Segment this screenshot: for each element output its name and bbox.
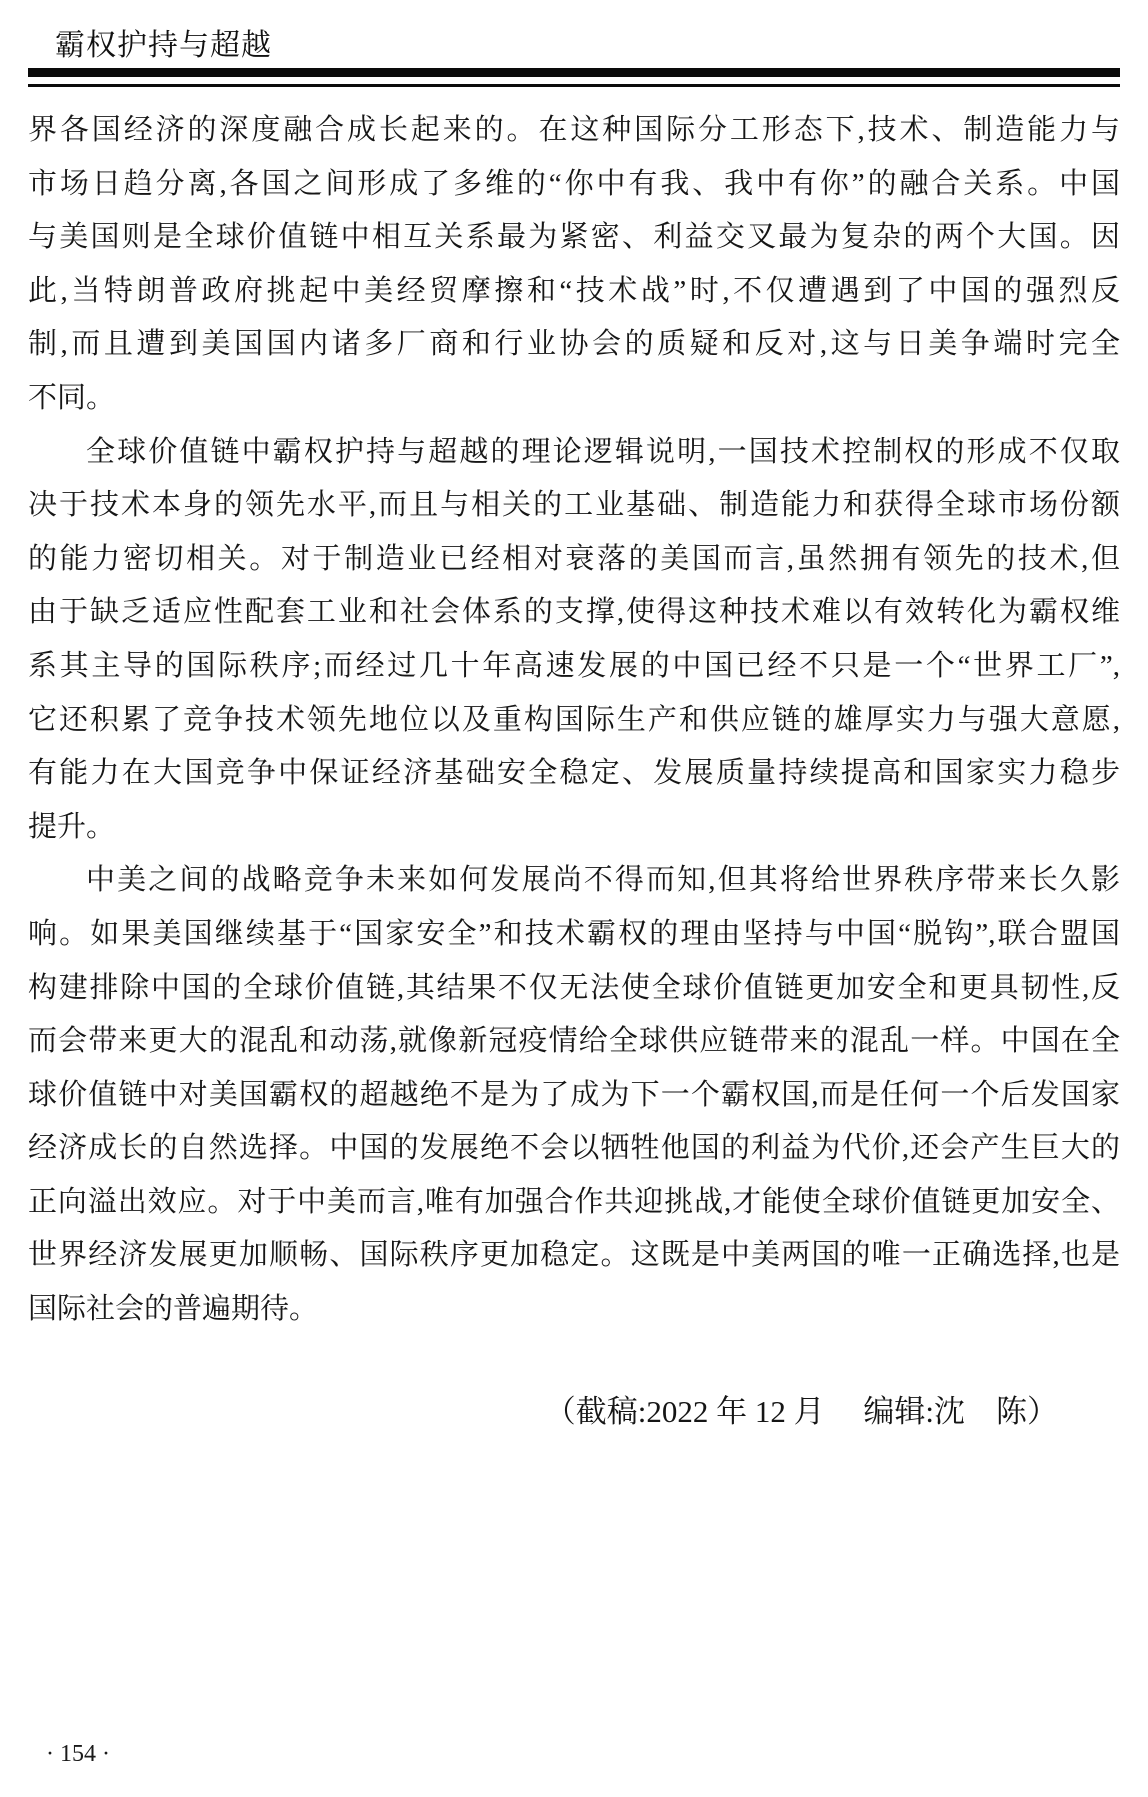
body-text-line: 球价值链中对美国霸权的超越绝不是为了成为下一个霸权国,而是任何一个后发国家 — [28, 1078, 1120, 1111]
body-text-line: 由于缺乏适应性配套工业和社会体系的支撑,使得这种技术难以有效转化为霸权维 — [28, 596, 1120, 629]
body-text-line: 此,当特朗普政府挑起中美经贸摩擦和“技术战”时,不仅遭遇到了中国的强烈反 — [28, 274, 1120, 307]
body-text-line: 系其主导的国际秩序;而经过几十年高速发展的中国已经不只是一个“世界工厂”, — [28, 649, 1120, 682]
body-text-line: 制,而且遭到美国国内诸多厂商和行业协会的质疑和反对,这与日美争端时完全 — [28, 328, 1120, 361]
body-text-line: 的能力密切相关。对于制造业已经相对衰落的美国而言,虽然拥有领先的技术,但 — [28, 542, 1120, 575]
page-number: · 154 · — [46, 1741, 110, 1767]
header-rule-thick — [28, 68, 1120, 77]
body-text-line: 不同。 — [28, 381, 116, 414]
body-text-line: 正向溢出效应。对于中美而言,唯有加强合作共迎挑战,才能使全球价值链更加安全、 — [28, 1185, 1120, 1218]
header-rule-thin — [28, 84, 1120, 87]
body-text-line: 市场日趋分离,各国之间形成了多维的“你中有我、我中有你”的融合关系。中国 — [28, 167, 1120, 200]
body-text-line: 国际社会的普遍期待。 — [28, 1293, 319, 1326]
body-text-line: 世界经济发展更加顺畅、国际秩序更加稳定。这既是中美两国的唯一正确选择,也是 — [28, 1239, 1120, 1272]
body-text-line: 有能力在大国竞争中保证经济基础安全稳定、发展质量持续提高和国家实力稳步 — [28, 757, 1120, 790]
body-text-line: 提升。 — [28, 810, 116, 843]
body-text-line: 与美国则是全球价值链中相互关系最为紧密、利益交叉最为复杂的两个大国。因 — [28, 221, 1120, 254]
body-text-line: 响。如果美国继续基于“国家安全”和技术霸权的理由坚持与中国“脱钩”,联合盟国 — [28, 917, 1120, 950]
body-text-line: 全球价值链中霸权护持与超越的理论逻辑说明,一国技术控制权的形成不仅取 — [86, 435, 1120, 468]
body-lines — [28, 104, 1120, 1337]
body-text-line: 中美之间的战略竞争未来如何发展尚不得而知,但其将给世界秩序带来长久影 — [86, 864, 1120, 897]
body-text-line: 经济成长的自然选择。中国的发展绝不会以牺牲他国的利益为代价,还会产生巨大的 — [28, 1132, 1120, 1165]
body-text-line: 界各国经济的深度融合成长起来的。在这种国际分工形态下,技术、制造能力与 — [28, 114, 1120, 146]
dateline: （截稿:2022 年 12 月 编辑:沈 陈） — [544, 1394, 1058, 1429]
body-text-line: 决于技术本身的领先水平,而且与相关的工业基础、制造能力和获得全球市场份额 — [28, 489, 1120, 522]
body-text-line: 而会带来更大的混乱和动荡,就像新冠疫情给全球供应链带来的混乱一样。中国在全 — [28, 1025, 1120, 1058]
running-title: 霸权护持与超越 — [55, 29, 272, 62]
body-text-line: 它还积累了竞争技术领先地位以及重构国际生产和供应链的雄厚实力与强大意愿, — [28, 703, 1120, 736]
body-text-line: 构建排除中国的全球价值链,其结果不仅无法使全球价值链更加安全和更具韧性,反 — [28, 971, 1120, 1004]
